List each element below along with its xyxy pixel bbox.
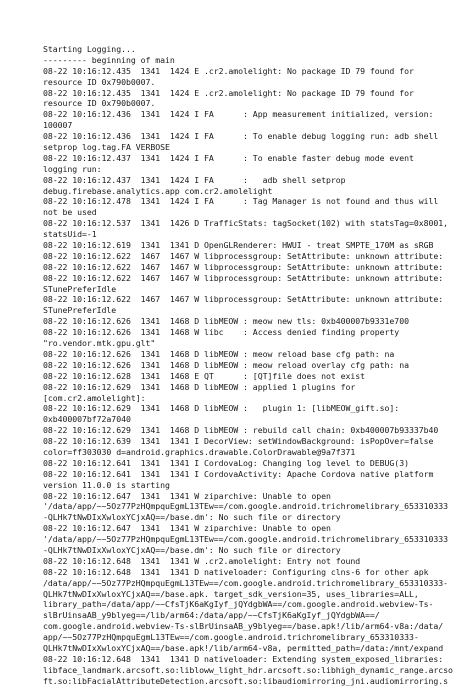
log-line: slBrUinsaAB_y9blyeg==/lib/arm64:/data/app/~~CfsTjK6aKgIyf_jQYdgbWA==/ bbox=[43, 610, 380, 621]
log-line: 08-22 10:16:12.648 1341 1341 D nativeloader: Configuring clns-6 for other apk bbox=[43, 566, 429, 577]
log-line: 08-22 10:16:12.648 1341 1341 W .cr2.amolelight: Entry not found bbox=[43, 555, 361, 566]
log-line: 08-22 10:16:12.641 1341 1341 I CordovaLog: Changing log level to DEBUG(3) bbox=[43, 457, 409, 468]
log-line: app/~~5Oz77PzHQmpquEgmL13TEw==/com.google.android.trichromelibrary_653310333- bbox=[43, 632, 419, 643]
log-line: ft.so:libFacialAttributeDetection.arcsoft.so:libaudiomirroring_jni.audiomirroring.s bbox=[43, 675, 448, 686]
log-line: QLHk7tNwDIxXwloxYCjxAQ==/base.apk. target_sdk_version=35, uses_libraries=ALL, bbox=[43, 588, 419, 599]
log-line: 08-22 10:16:12.435 1341 1424 E .cr2.amolelight: No package ID 79 found for bbox=[43, 65, 414, 76]
log-line: color=ff303030 d=android.graphics.drawable.ColorDrawable@9a7f371 bbox=[43, 446, 356, 457]
log-line: 08-22 10:16:12.628 1341 1468 E QT : [QT]file does not exist bbox=[43, 370, 366, 381]
log-line: 08-22 10:16:12.626 1341 1468 D libMEOW : meow new tls: 0xb400007b9331e700 bbox=[43, 316, 409, 327]
log-line: 08-22 10:16:12.436 1341 1424 I FA : To enable debug logging run: adb shell bbox=[43, 131, 439, 142]
log-line: -QLHk7tNwDIxXwloxYCjxAQ==/base.dm': No such file or directory bbox=[43, 512, 341, 523]
log-line: QLHk7tNwDIxXwloxYCjxAQ==/base.apk!/lib/arm64-v8a, permitted_path=/data:/mnt/expand bbox=[43, 642, 444, 653]
log-line: -QLHk7tNwDIxXwloxYCjxAQ==/base.dm': No such file or directory bbox=[43, 544, 341, 555]
log-line: 08-22 10:16:12.622 1467 1467 W libprocessgroup: SetAttribute: unknown attribute: bbox=[43, 294, 444, 305]
log-output bbox=[43, 44, 463, 687]
log-line: STunePreferIdle bbox=[43, 305, 117, 316]
log-line: 08-22 10:16:12.626 1341 1468 D libMEOW : meow reload base cfg path: na bbox=[43, 348, 395, 359]
log-line: 08-22 10:16:12.639 1341 1341 I DecorView: setWindowBackground: isPopOver=false bbox=[43, 436, 434, 447]
log-line: 08-22 10:16:12.435 1341 1424 E .cr2.amolelight: No package ID 79 found for bbox=[43, 87, 414, 98]
log-line: libface_landmark.arcsoft.so:libloww_light_hdr.arcsoft.so:libhigh_dynamic_range.arcso bbox=[43, 664, 453, 675]
log-line: not be used bbox=[43, 207, 97, 218]
log-line: 08-22 10:16:12.478 1341 1424 I FA : Tag Manager is not found and thus will bbox=[43, 196, 439, 207]
log-line: 08-22 10:16:12.436 1341 1424 I FA : App measurement initialized, version: bbox=[43, 109, 434, 120]
log-line: com.google.android.webview-Ts-slBrUinsaAB_y9blyeg==/base.apk!/lib/arm64-v8a:/data/ bbox=[43, 621, 444, 632]
log-line: '/data/app/~~5Oz77PzHQmpquEgmL13TEw==/com.google.android.trichromelibrary_653310333 bbox=[43, 534, 448, 545]
log-line: 08-22 10:16:12.648 1341 1341 D nativeloader: Extending system_exposed_libraries: bbox=[43, 653, 444, 664]
log-line: 08-22 10:16:12.619 1341 1341 D OpenGLRenderer: HWUI - treat SMPTE_170M as sRGB bbox=[43, 240, 434, 251]
log-line: 08-22 10:16:12.626 1341 1468 D libMEOW : meow reload overlay cfg path: na bbox=[43, 359, 409, 370]
log-line: 08-22 10:16:12.629 1341 1468 D libMEOW : applied 1 plugins for bbox=[43, 381, 356, 392]
log-line: 08-22 10:16:12.647 1341 1341 W ziparchive: Unable to open bbox=[43, 523, 331, 534]
log-line: version 11.0.0 is starting bbox=[43, 479, 170, 490]
log-line: setprop log.tag.FA VERBOSE bbox=[43, 142, 170, 153]
log-line: "ro.vendor.mtk.gpu.glt" bbox=[43, 338, 156, 349]
log-line: 08-22 10:16:12.622 1467 1467 W libprocessgroup: SetAttribute: unknown attribute: bbox=[43, 272, 444, 283]
log-line: statsUid=-1 bbox=[43, 229, 97, 240]
log-line: 08-22 10:16:12.629 1341 1468 D libMEOW : rebuild call chain: 0xb400007b93337b40 bbox=[43, 425, 439, 436]
log-line: 08-22 10:16:12.626 1341 1468 W libc : Access denied finding property bbox=[43, 327, 400, 338]
log-line: 08-22 10:16:12.622 1467 1467 W libprocessgroup: SetAttribute: unknown attribute: bbox=[43, 261, 444, 272]
log-line: library_path=/data/app/~~CfsTjK6aKgIyf_jQYdgbWA==/com.google.android.webview-Ts- bbox=[43, 599, 434, 610]
log-line: [com.cr2.amolelight]: bbox=[43, 392, 146, 403]
log-line: 08-22 10:16:12.437 1341 1424 I FA : adb shell setprop bbox=[43, 174, 346, 185]
log-line: 08-22 10:16:12.629 1341 1468 D libMEOW : plugin 1: [libMEOW_gift.so]: bbox=[43, 403, 400, 414]
log-line: 08-22 10:16:12.641 1341 1341 I CordovaActivity: Apache Cordova native platform bbox=[43, 468, 434, 479]
log-line: 08-22 10:16:12.647 1341 1341 W ziparchive: Unable to open bbox=[43, 490, 331, 501]
log-line: '/data/app/~~5Oz77PzHQmpquEgmL13TEw==/com.google.android.trichromelibrary_653310333 bbox=[43, 501, 448, 512]
log-line: --------- beginning of main bbox=[43, 54, 175, 65]
log-line: resource ID 0x790b0007. bbox=[43, 76, 156, 87]
log-line: STunePreferIdle bbox=[43, 283, 117, 294]
log-line: 08-22 10:16:12.537 1341 1426 D TrafficStats: tagSocket(102) with statsTag=0x8001, bbox=[43, 218, 448, 229]
log-line: resource ID 0x790b0007. bbox=[43, 98, 156, 109]
log-line: debug.firebase.analytics.app com.cr2.amolelight bbox=[43, 185, 273, 196]
log-line: 08-22 10:16:12.622 1467 1467 W libprocessgroup: SetAttribute: unknown attribute: bbox=[43, 250, 444, 261]
log-line: 100007 bbox=[43, 120, 73, 131]
log-line: logging run: bbox=[43, 163, 102, 174]
log-line: 08-22 10:16:12.437 1341 1424 I FA : To enable faster debug mode event bbox=[43, 152, 414, 163]
log-line: 0xb400007bf72a7040 bbox=[43, 414, 131, 425]
log-line: /data/app/~~5Oz77PzHQmpquEgmL13TEw==/com.google.android.trichromelibrary_653310333- bbox=[43, 577, 448, 588]
log-line: Starting Logging... bbox=[43, 44, 136, 54]
